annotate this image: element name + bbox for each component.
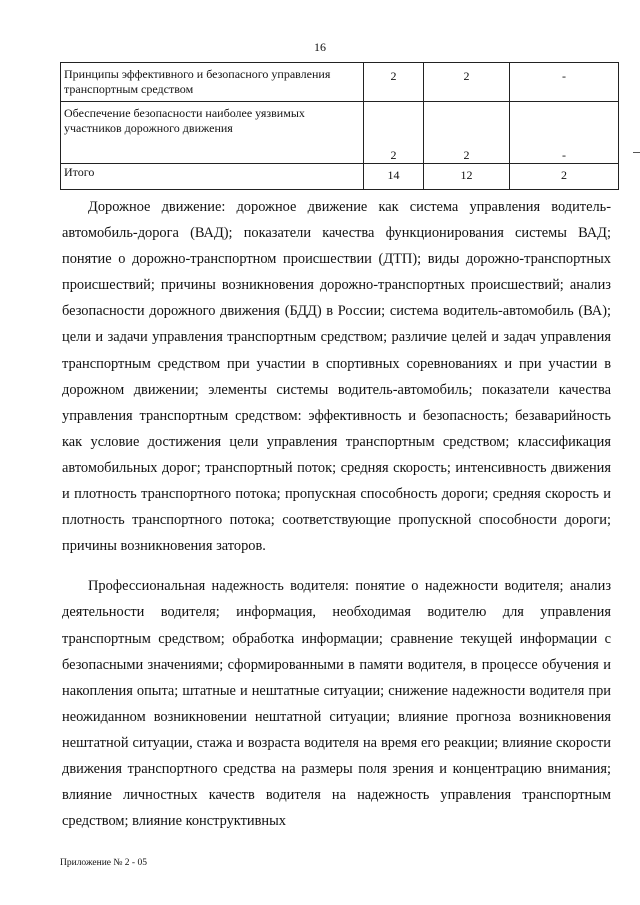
total-practice-cell: 2: [510, 164, 619, 190]
topic-cell: Принципы эффективного и безопасного управления транспортным средством: [61, 63, 364, 102]
total-theory-cell: 12: [424, 164, 510, 190]
total-label-cell: Итого: [61, 164, 364, 190]
total-hours-cell: 14: [364, 164, 424, 190]
table-total-row: [61, 164, 619, 190]
hours-total-cell: 2: [364, 63, 424, 102]
body-text: [62, 194, 611, 834]
table-row: [61, 102, 619, 164]
curriculum-table: [60, 62, 619, 190]
margin-mark: [633, 152, 640, 153]
page-footer: Приложение № 2 - 05: [60, 858, 147, 868]
topic-cell: Обеспечение безопасности наиболее уязвимых участников дорожного движения: [61, 102, 364, 164]
paragraph-road-traffic: Дорожное движение: дорожное движение как система управления водитель-автомобиль-дорога (ВАД); показатели качества функционирования системы ВАД; понятие о дорожно-транспортном происшествии (ДТП); виды дорожно-транспортных происшествий; причины возникновения дорожно-транспортных происшествий; анализ безопасности дорожного движения (БДД) в России; система водитель-автомобиль (ВА); цели и задачи управления транспортным средством; различие целей и задач управления транспортным средством при участии в спортивных соревнованиях и при участии в дорожном движении; элементы системы водитель-автомобиль; показатели качества управления транспортным средством: эффективность и безопасность; безаварийность как условие достижения цели управления транспортным средством; классификация автомобильных дорог; транспортный поток; средняя скорость; интенсивность движения и плотность транспортного потока; пропускная способность дороги; средняя скорость и плотность транспортного потока; соответствующие пропускной способности дороги; причины возникновения заторов.: [62, 199, 611, 555]
table-row: [61, 63, 619, 102]
paragraph-driver-reliability: Профессиональная надежность водителя: понятие о надежности водителя; анализ деятельности водителя; информация, необходимая водителю для управления транспортным средством; обработка информации; сравнение текущей информации с безопасными значениями; сформированными в памяти водителя, в процессе обучения и накопления опыта; штатные и нештатные ситуации; снижение надежности водителя при неожиданном возникновении нештатной ситуации; влияние прогноза возникновения нештатной ситуации, стажа и возраста водителя на время его реакции; влияние скорости движения транспортного средства на размеры поля зрения и концентрацию внимания; влияние личностных качеств водителя на надежность управления транспортным средством; влияние конструктивных: [62, 578, 611, 830]
hours-practice-cell: -: [510, 102, 619, 164]
hours-practice-cell: -: [510, 63, 619, 102]
hours-theory-cell: 2: [424, 63, 510, 102]
page-number: 16: [314, 40, 326, 54]
hours-total-cell: 2: [364, 102, 424, 164]
hours-theory-cell: 2: [424, 102, 510, 164]
